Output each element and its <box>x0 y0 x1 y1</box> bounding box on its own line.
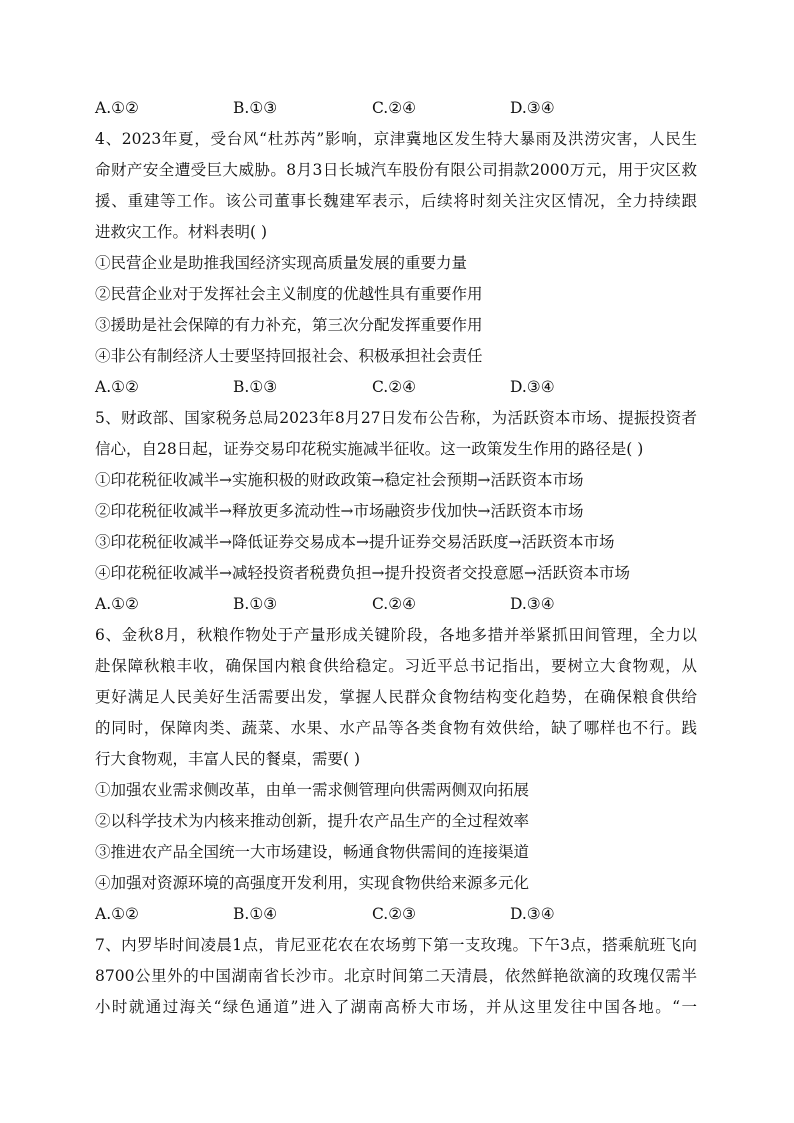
question-4 <box>95 124 697 403</box>
question-4-stem-line-1: 4、2023年夏，受台风“杜苏芮”影响，京津冀地区发生特大暴雨及洪涝灾害，人民生 <box>95 130 697 148</box>
question-6-stem-line-1: 6、金秋8月，秋粮作物处于产量形成关键阶段，各地多措并举紧抓田间管理，全力以 <box>95 626 697 644</box>
question-5-item-2: ②印花税征收减半→释放更多流动性→市场融资步伐加快→活跃资本市场 <box>95 502 584 520</box>
question-4-item-2: ②民营企业对于发挥社会主义制度的优越性具有重要作用 <box>95 285 483 303</box>
option-b[interactable]: B.①③ <box>233 99 278 117</box>
exam-page <box>95 93 697 1023</box>
question-7-stem-line-2: 8700公里外的中国湖南省长沙市。北京时间第二天清晨，依然鲜艳欲滴的玫瑰仅需半 <box>95 967 697 985</box>
question-7 <box>95 930 697 1023</box>
option-d[interactable]: D.③④ <box>510 595 555 613</box>
option-b[interactable]: B.①④ <box>233 905 278 923</box>
question-6-stem-line-2: 赴保障秋粮丰收，确保国内粮食供给稳定。习近平总书记指出，要树立大食物观，从 <box>95 657 697 675</box>
option-d[interactable]: D.③④ <box>510 99 555 117</box>
option-a[interactable]: A.①② <box>95 378 139 396</box>
question-5-item-1: ①印花税征收减半→实施积极的财政政策→稳定社会预期→活跃资本市场 <box>95 471 584 489</box>
option-d[interactable]: D.③④ <box>510 378 555 396</box>
question-6-options <box>95 899 697 930</box>
question-6-item-3: ③推进农产品全国统一大市场建设，畅通食物供需间的连接渠道 <box>95 843 530 861</box>
question-5-options <box>95 589 697 620</box>
question-6-item-1: ①加强农业需求侧改革，由单一需求侧管理向供需两侧双向拓展 <box>95 781 530 799</box>
option-a[interactable]: A.①② <box>95 99 139 117</box>
question-5-item-4: ④印花税征收减半→减轻投资者税费负担→提升投资者交投意愿→活跃资本市场 <box>95 564 630 582</box>
option-c[interactable]: C.②④ <box>372 99 417 117</box>
option-b[interactable]: B.①③ <box>233 595 278 613</box>
question-4-item-3: ③援助是社会保障的有力补充，第三次分配发挥重要作用 <box>95 316 483 334</box>
question-5-stem-line-2: 信心，自28日起，证券交易印花税实施减半征收。这一政策发生作用的路径是( ) <box>95 440 644 458</box>
question-5-stem-line-1: 5、财政部、国家税务总局2023年8月27日发布公告称，为活跃资本市场、提振投资者 <box>95 409 697 427</box>
question-6-stem-line-4: 的同时，保障肉类、蔬菜、水果、水产品等各类食物有效供给，缺了哪样也不行。践 <box>95 719 697 737</box>
option-d[interactable]: D.③④ <box>510 905 555 923</box>
option-b[interactable]: B.①③ <box>233 378 278 396</box>
question-4-item-1: ①民营企业是助推我国经济实现高质量发展的重要力量 <box>95 254 468 272</box>
question-4-item-4: ④非公有制经济人士要坚持回报社会、积极承担社会责任 <box>95 347 483 365</box>
question-6-stem-line-5: 行大食物观，丰富人民的餐桌，需要( ) <box>95 750 361 768</box>
question-5-item-3: ③印花税征收减半→降低证券交易成本→提升证券交易活跃度→活跃资本市场 <box>95 533 615 551</box>
question-7-stem-line-1: 7、内罗毕时间凌晨1点，肯尼亚花农在农场剪下第一支玫瑰。下午3点，搭乘航班飞向 <box>95 936 697 954</box>
question-4-stem-line-3: 援、重建等工作。该公司董事长魏建军表示，后续将时刻关注灾区情况，全力持续跟 <box>95 192 697 210</box>
option-a[interactable]: A.①② <box>95 905 139 923</box>
question-4-stem-line-4: 进救灾工作。材料表明( ) <box>95 223 268 241</box>
question-4-stem-line-2: 命财产安全遭受巨大威胁。8月3日长城汽车股份有限公司捐款2000万元，用于灾区救 <box>95 161 697 179</box>
option-a[interactable]: A.①② <box>95 595 139 613</box>
question-5 <box>95 403 697 620</box>
question-6-stem-line-3: 更好满足人民美好生活需要出发，掌握人民群众食物结构变化趋势，在确保粮食供给 <box>95 688 697 706</box>
question-7-stem-line-3: 小时就通过海关“绿色通道”进入了湖南高桥大市场，并从这里发往中国各地。“一 <box>95 998 697 1016</box>
question-6-item-4: ④加强对资源环境的高强度开发利用，实现食物供给来源多元化 <box>95 874 530 892</box>
prev-question-options <box>95 93 697 124</box>
option-c[interactable]: C.②④ <box>372 595 417 613</box>
question-4-options <box>95 372 697 403</box>
option-c[interactable]: C.②④ <box>372 378 417 396</box>
option-c[interactable]: C.②③ <box>372 905 417 923</box>
question-6-item-2: ②以科学技术为内核来推动创新，提升农产品生产的全过程效率 <box>95 812 530 830</box>
question-6 <box>95 620 697 930</box>
